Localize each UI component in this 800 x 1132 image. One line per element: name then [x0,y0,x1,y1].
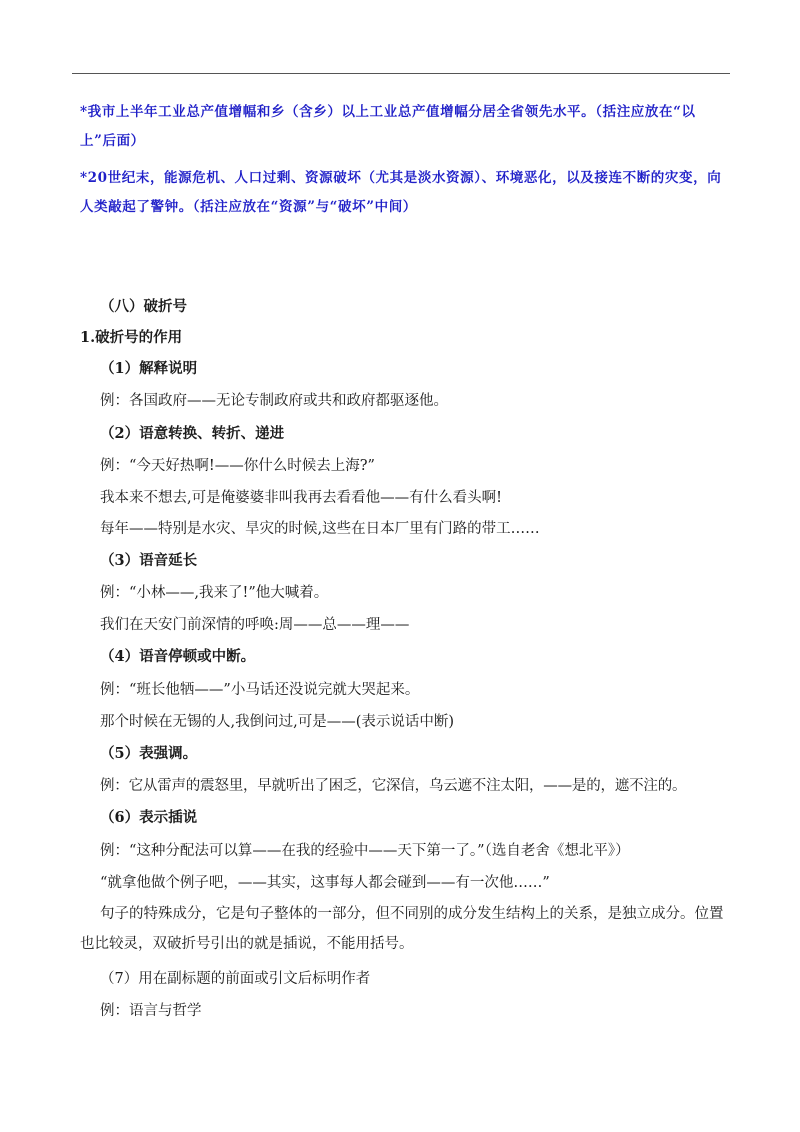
example-line: 那个时候在无锡的人,我倒问过,可是——(表示说话中断) [100,714,455,730]
explanation-paragraph: 句子的特殊成分，它是句子整体的一部分，但不同别的成分发生结构上的关系，是独立成分。位置也比较灵，双破折号引出的就是插说，不能用括号。 [80,906,724,952]
item-heading-6: （6）表示插说 [100,809,198,826]
example-line: 例：“班长他牺——”小马话还没说完就大哭起来。 [100,682,420,698]
example-line: 我们在天安门前深情的呼唤:周——总——理—— [100,617,410,633]
item-heading-2: （2）语意转换、转折、递进 [100,425,285,442]
item-heading-4: （4）语音停顿或中断。 [100,648,256,665]
example-line: 例：各国政府——无论专制政府或共和政府都驱逐他。 [100,393,448,409]
example-line: 例：“这种分配法可以算——在我的经验中——天下第一了。”（选自老舍《想北平》） [100,843,630,859]
example-line: 例：“今天好热啊!——你什么时候去上海?” [100,458,375,474]
item-heading-7: （7）用在副标题的前面或引文后标明作者 [100,971,371,987]
example-line: 例：它从雷声的震怒里，早就听出了困乏，它深信，乌云遮不注太阳，——是的，遮不注的。 [100,778,687,794]
item-heading-5: （5）表强调。 [100,745,198,762]
note-paragraph-1: *我市上半年工业总产值增幅和乡（含乡）以上工业总产值增幅分居全省领先水平。（括注应放在“以上”后面） [80,104,696,149]
example-line: 例：“小林——,我来了!”他大喊着。 [100,585,329,601]
header-rule [72,73,730,74]
item-heading-1: （1）解释说明 [100,360,198,377]
example-line: 我本来不想去,可是俺婆婆非叫我再去看看他——有什么看头啊! [100,490,502,506]
section-subtitle: 1.破折号的作用 [80,329,183,346]
item-heading-3: （3）语音延长 [100,552,198,569]
example-line: “就拿他做个例子吧，——其实，这事每人都会碰到——有一次他……” [100,875,550,891]
section-title: （八）破折号 [100,298,187,315]
note-paragraph-2: *20世纪末，能源危机、人口过剩、资源破坏（尤其是淡水资源）、环境恶化，以及接连不断的灾变，向人类敲起了警钟。（括注应放在“资源”与“破坏”中间） [80,170,722,215]
example-line: 例：语言与哲学 [100,1003,202,1019]
example-line: 每年——特别是水灾、旱灾的时候,这些在日本厂里有门路的带工…… [100,521,540,537]
